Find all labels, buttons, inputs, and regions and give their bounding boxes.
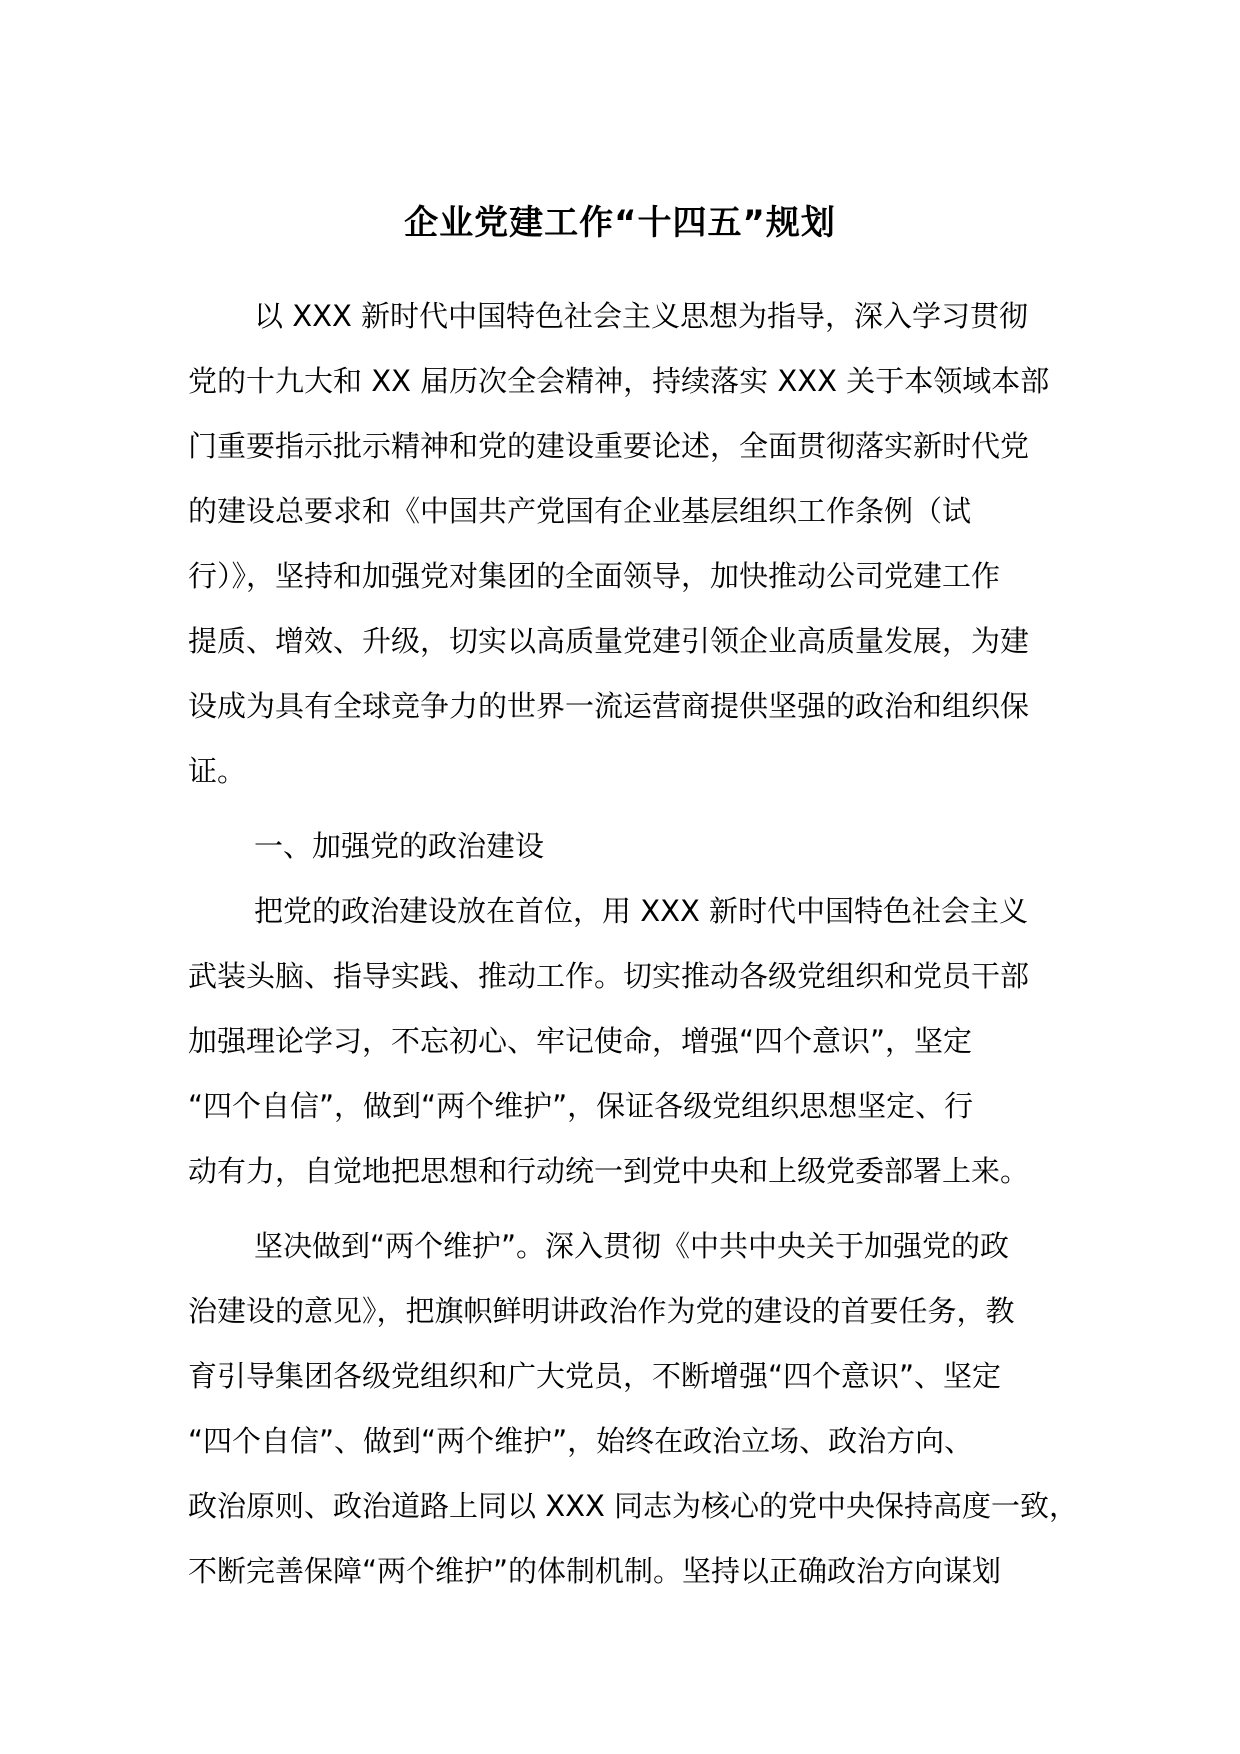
paragraph-line: 育引导集团各级党组织和广大党员，不断增强“四个意识”、坚定 [188, 1359, 1002, 1393]
document-body [188, 284, 1079, 1604]
paragraph-line: 治建设的意见》，把旗帜鲜明讲政治作为党的建设的首要任务，教 [188, 1294, 1015, 1328]
paragraph-line: 门重要指示批示精神和党的建设重要论述，全面贯彻落实新时代党 [188, 429, 1030, 463]
paragraph-line: 以 XXX 新时代中国特色社会主义思想为指导，深入学习贯彻 [254, 299, 1029, 333]
paragraph-line: “四个自信”、做到“两个维护”，始终在政治立场、政治方向、 [188, 1424, 974, 1458]
paragraph-line: 武装头脑、指导实践、推动工作。切实推动各级党组织和党员干部 [188, 959, 1030, 993]
paragraph-line: “四个自信”，做到“两个维护”，保证各级党组织思想坚定、行 [188, 1089, 974, 1123]
paragraph-line: 的建设总要求和《中国共产党国有企业基层组织工作条例（试 [188, 494, 972, 528]
section-heading: 一、加强党的政治建设 [254, 829, 545, 863]
paragraph-line: 不断完善保障“两个维护”的体制机制。坚持以正确政治方向谋划 [188, 1554, 1002, 1588]
document-title: 企业党建工作“十四五”规划 [404, 203, 836, 243]
paragraph-line: 政治原则、政治道路上同以 XXX 同志为核心的党中央保持高度一致， [188, 1489, 1079, 1523]
paragraph-line: 证。 [188, 754, 247, 788]
paragraph-line: 行）》，坚持和加强党对集团的全面领导，加快推动公司党建工作 [188, 559, 1001, 593]
paragraph-line: 提质、增效、升级，切实以高质量党建引领企业高质量发展，为建 [188, 624, 1030, 658]
paragraph-line: 把党的政治建设放在首位，用 XXX 新时代中国特色社会主义 [254, 894, 1029, 928]
paragraph-line: 坚决做到“两个维护”。深入贯彻《中共中央关于加强党的政 [254, 1229, 1010, 1263]
paragraph-line: 动有力，自觉地把思想和行动统一到党中央和上级党委部署上来。 [188, 1154, 1030, 1188]
paragraph-line: 加强理论学习，不忘初心、牢记使命，增强“四个意识”，坚定 [188, 1024, 973, 1058]
paragraph-line: 党的十九大和 XX 届历次全会精神，持续落实 XXX 关于本领域本部 [188, 364, 1050, 398]
paragraph-line: 设成为具有全球竞争力的世界一流运营商提供坚强的政治和组织保 [188, 689, 1030, 723]
